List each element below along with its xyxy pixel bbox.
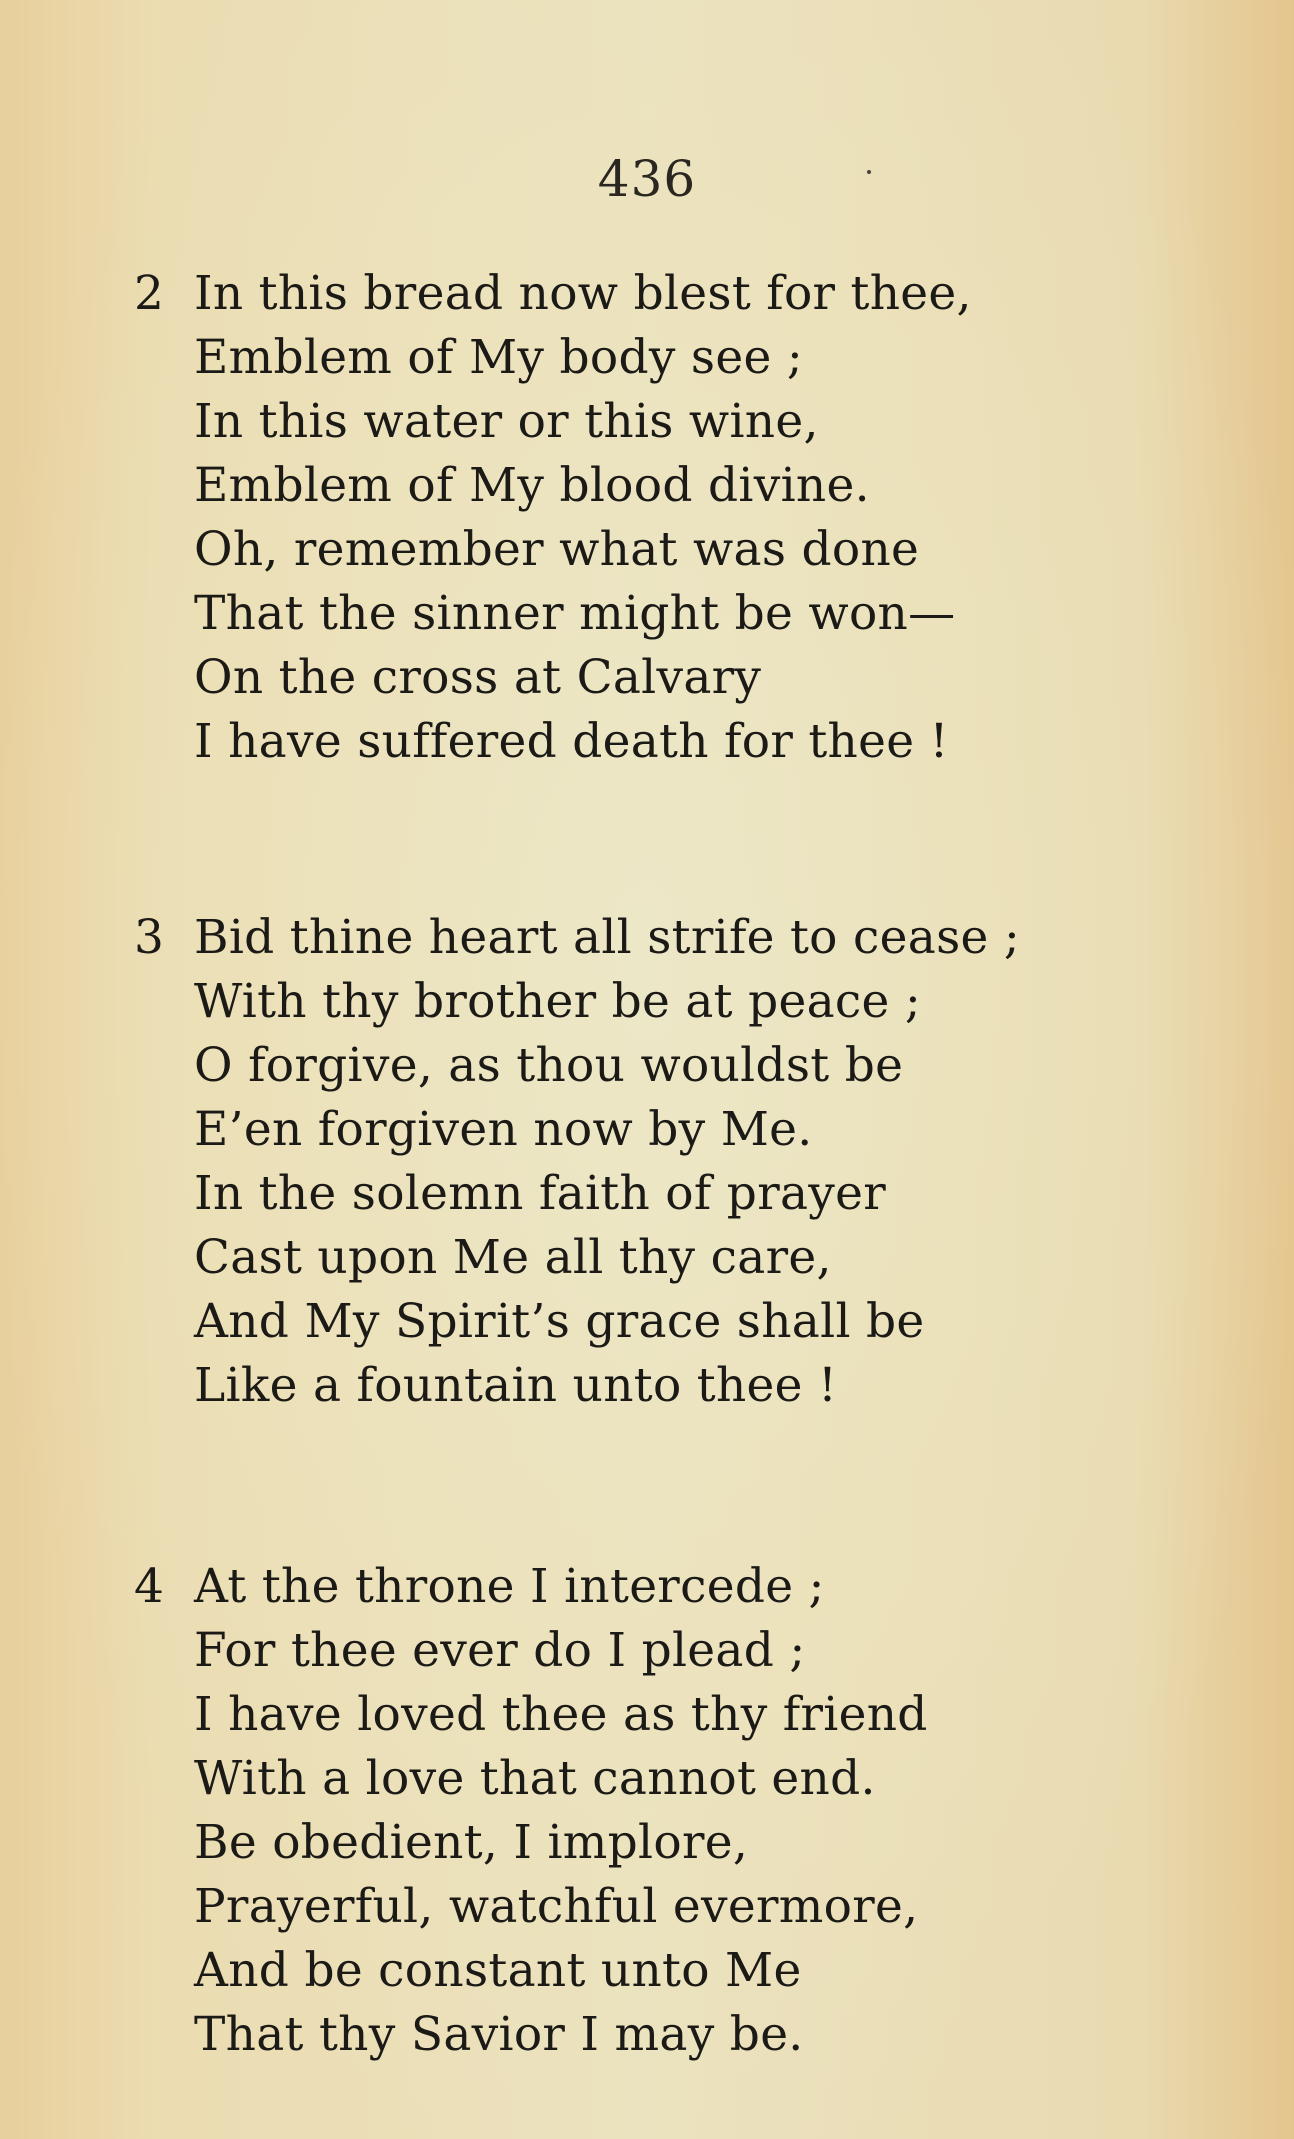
verse-line: For thee ever do I plead ; [194, 1623, 806, 1678]
verse-line: And be constant unto Me [194, 1943, 802, 1998]
verse-line: Like a fountain unto thee ! [194, 1358, 838, 1413]
verse-line: With a love that cannot end. [194, 1751, 876, 1806]
verse-line: Prayerful, watchful evermore, [194, 1879, 919, 1934]
verse-line: With thy brother be at peace ; [194, 974, 922, 1029]
verse-line: That thy Savior I may be. [194, 2007, 804, 2062]
verse-line: Cast upon Me all thy care, [194, 1230, 832, 1285]
verse-line: I have suffered death for thee ! [194, 714, 949, 769]
stanza-number: 3 [134, 910, 164, 965]
verse-line: On the cross at Calvary [194, 650, 762, 705]
verse-line: Be obedient, I implore, [194, 1815, 749, 1870]
stanza-number: 2 [134, 266, 164, 321]
page-dot-mark [867, 170, 871, 174]
verse-line: E’en forgiven now by Me. [194, 1102, 813, 1157]
verse-line: That the sinner might be won— [194, 586, 956, 641]
verse-line: Oh, remember what was done [194, 522, 920, 577]
verse-line: In this water or this wine, [194, 394, 819, 449]
verse-line: And My Spirit’s grace shall be [194, 1294, 925, 1349]
verse-line: I have loved thee as thy friend [194, 1687, 928, 1742]
stanza-lines [194, 906, 1020, 1418]
verse-line: Emblem of My body see ; [194, 330, 803, 385]
stanza-number: 4 [134, 1559, 164, 1614]
verse-line: Bid thine heart all strife to cease ; [194, 910, 1020, 965]
page-number: 436 [597, 150, 697, 208]
stanza-lines [194, 1555, 928, 2067]
verse-line: At the throne I intercede ; [194, 1559, 825, 1614]
stanza-lines [194, 262, 972, 774]
verse-line: In the solemn faith of prayer [194, 1166, 887, 1221]
verse-line: Emblem of My blood divine. [194, 458, 870, 513]
verse-line: In this bread now blest for thee, [194, 266, 972, 321]
verse-line: O forgive, as thou wouldst be [194, 1038, 904, 1093]
